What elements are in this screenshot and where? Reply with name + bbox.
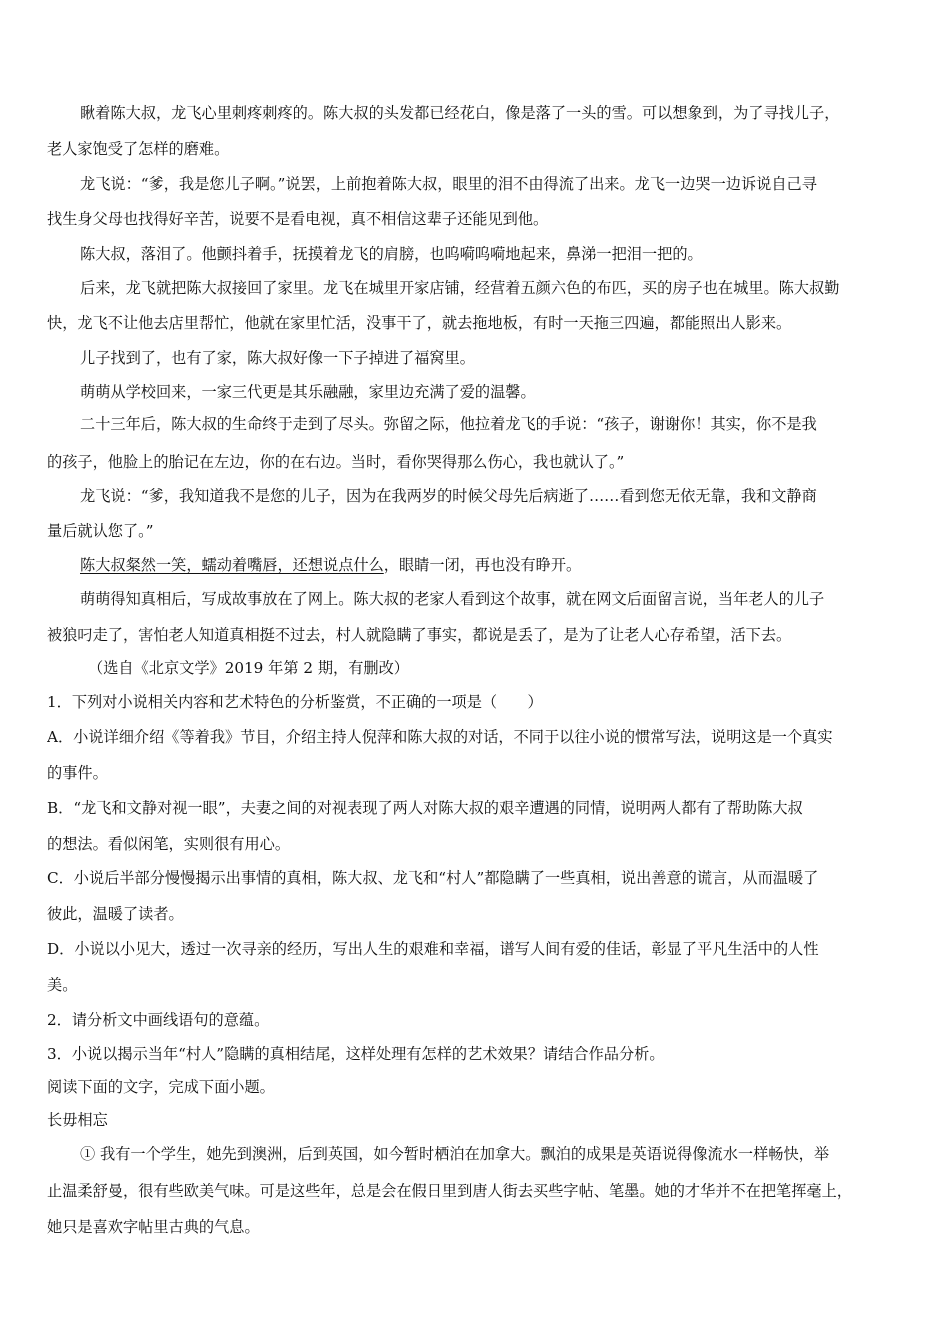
story-line: 二十三年后，陈大叔的生命终于走到了尽头。弥留之际，他拉着龙飞的手说：“孩子，谢谢你！其实，你不是我 <box>80 415 817 433</box>
option-b-cont: 的想法。看似闲笔，实则很有用心。 <box>47 835 290 853</box>
question-2: 2．请分析文中画线语句的意蕴。 <box>47 1011 270 1029</box>
source-note: （选自《北京文学》2019 年第 2 期，有删改） <box>88 659 409 677</box>
option-d: D．小说以小见大，透过一次寻亲的经历，写出人生的艰难和幸福，谱写人间有爱的佳话，彰显了平凡生活中的人性 <box>47 940 819 958</box>
story-line: 量后就认您了。” <box>47 522 154 540</box>
passage-line: ① 我有一个学生，她先到澳洲，后到英国，如今暂时栖泊在加拿大。飘泊的成果是英语说得像流水一样畅快，举 <box>80 1145 830 1163</box>
passage-title: 长毋相忘 <box>47 1111 108 1129</box>
reading-instruction: 阅读下面的文字，完成下面小题。 <box>47 1078 275 1096</box>
story-line: 的孩子，他脸上的胎记在左边，你的在右边。当时，看你哭得那么伤心，我也就认了。” <box>47 453 625 471</box>
passage-line: 止温柔舒曼，很有些欧美气味。可是这些年，总是会在假日里到唐人街去买些字帖、笔墨。她的才华并不在把笔挥毫上， <box>47 1182 852 1200</box>
story-line: 瞅着陈大叔，龙飞心里刺疼刺疼的。陈大叔的头发都已经花白，像是落了一头的雪。可以想象到，为了寻找儿子， <box>80 104 840 122</box>
story-line: 快，龙飞不让他去店里帮忙，他就在家里忙活，没事干了，就去拖地板，有时一天拖三四遍，都能照出人影来。 <box>47 314 792 332</box>
option-c-cont: 彼此，温暖了读者。 <box>47 905 184 923</box>
underlined-paragraph <box>80 555 907 575</box>
question-3: 3．小说以揭示当年“村人”隐瞒的真相结尾，这样处理有怎样的艺术效果？请结合作品分析。 <box>47 1045 665 1063</box>
passage-line: 她只是喜欢字帖里古典的气息。 <box>47 1218 260 1236</box>
story-line: 老人家饱受了怎样的磨难。 <box>47 140 230 158</box>
story-line: 陈大叔，落泪了。他颤抖着手，抚摸着龙飞的肩膀，也呜嗬呜嗬地起来，鼻涕一把泪一把的。 <box>80 245 703 263</box>
option-d-cont: 美。 <box>47 976 78 994</box>
story-line: 找生身父母也找得好辛苦，说要不是看电视，真不相信这辈子还能见到他。 <box>47 210 549 228</box>
story-line: 龙飞说：“爹，我是您儿子啊。”说罢，上前抱着陈大叔，眼里的泪不由得流了出来。龙飞一边哭一边诉说自己寻 <box>80 175 817 193</box>
story-line: 龙飞说：“爹，我知道我不是您的儿子，因为在我两岁的时候父母先后病逝了……看到您无依无靠，我和文静商 <box>80 487 817 505</box>
story-line: 后来，龙飞就把陈大叔接回了家里。龙飞在城里开家店铺，经营着五颜六色的布匹，买的房子也在城里。陈大叔勤 <box>80 279 840 297</box>
option-a-cont: 的事件。 <box>47 764 108 782</box>
option-c: C．小说后半部分慢慢揭示出事情的真相，陈大叔、龙飞和“村人”都隐瞒了一些真相，说出善意的谎言，从而温暖了 <box>47 869 819 887</box>
story-line: 被狼叼走了，害怕老人知道真相挺不过去，村人就隐瞒了事实，都说是丢了，是为了让老人心存希望，活下去。 <box>47 626 792 644</box>
option-a: A．小说详细介绍《等着我》节目，介绍主持人倪萍和陈大叔的对话，不同于以往小说的惯常写法，说明这是一个真实 <box>47 728 833 746</box>
option-b: B．“龙飞和文静对视一眼”，夫妻之间的对视表现了两人对陈大叔的艰辛遭遇的同情，说明两人都有了帮助陈大叔 <box>47 799 803 817</box>
question-1-stem: 1．下列对小说相关内容和艺术特色的分析鉴赏，不正确的一项是（ ） <box>47 693 543 711</box>
underlined-sentence: 陈大叔粲然一笑，蠕动着嘴唇，还想说点什么 <box>80 556 384 574</box>
story-line: 萌萌得知真相后，写成故事放在了网上。陈大叔的老家人看到这个故事，就在网文后面留言说，当年老人的儿子 <box>80 590 825 608</box>
underlined-tail: ，眼睛一闭，再也没有睁开。 <box>383 556 582 574</box>
story-line: 萌萌从学校回来，一家三代更是其乐融融，家里边充满了爱的温馨。 <box>80 383 536 401</box>
story-line: 儿子找到了，也有了家，陈大叔好像一下子掉进了福窝里。 <box>80 349 475 367</box>
